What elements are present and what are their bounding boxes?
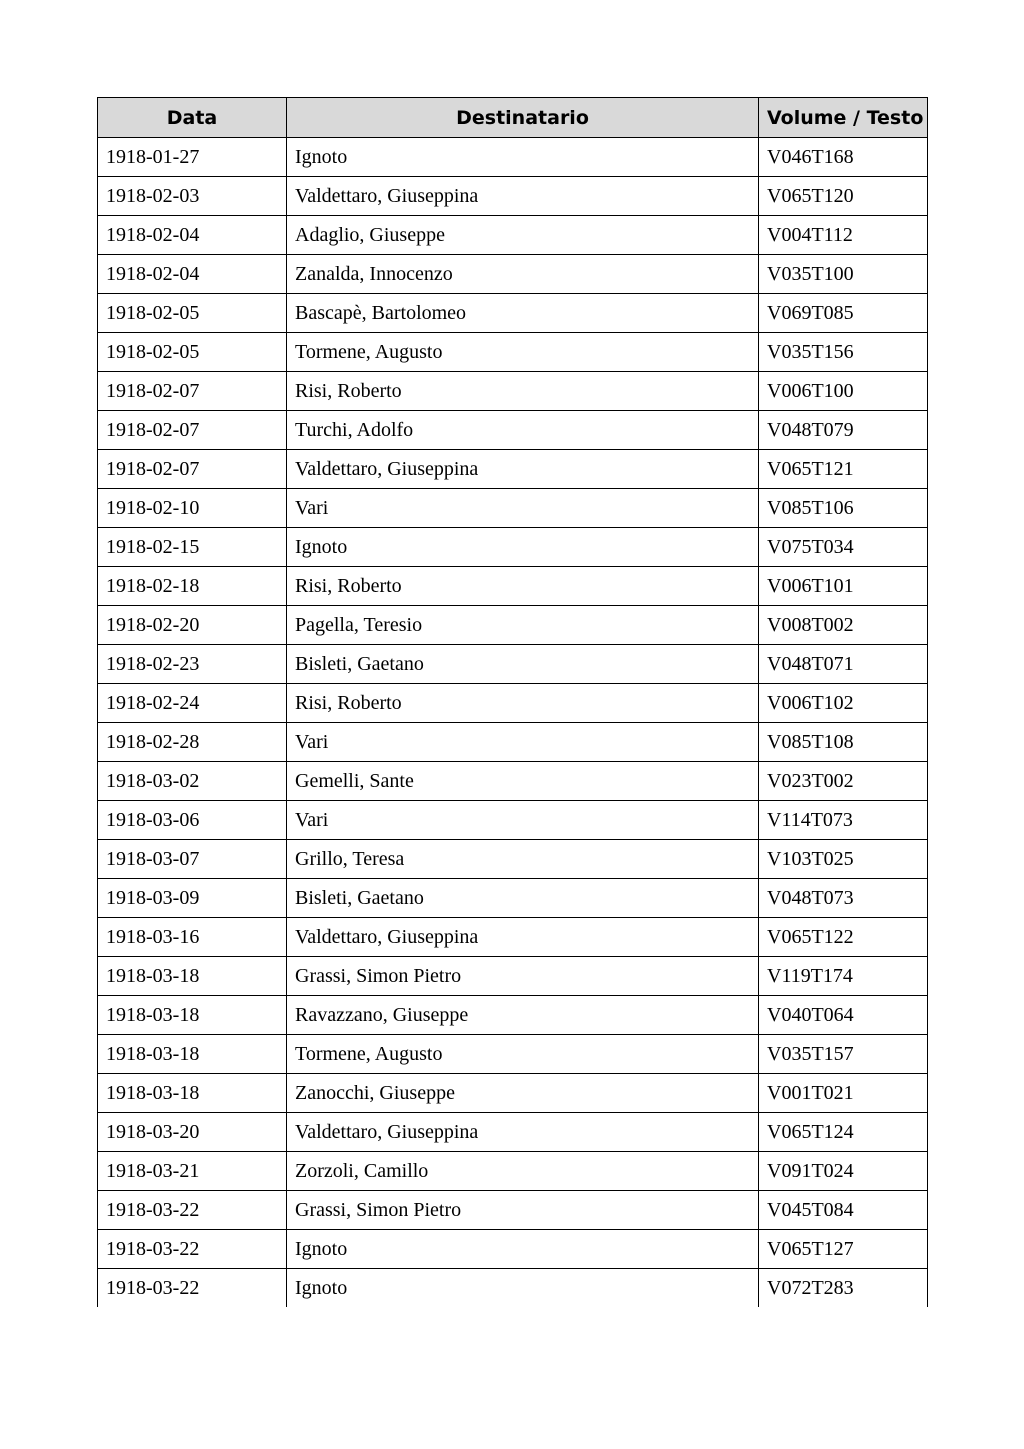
cell-destinatario: Ignoto xyxy=(287,138,759,177)
cell-destinatario: Zorzoli, Camillo xyxy=(287,1152,759,1191)
table-row xyxy=(98,762,928,801)
cell-volume-testo: V075T034 xyxy=(759,528,928,567)
table-header-row xyxy=(98,98,928,138)
cell-data: 1918-03-02 xyxy=(98,762,287,801)
cell-data: 1918-02-04 xyxy=(98,216,287,255)
cell-destinatario: Risi, Roberto xyxy=(287,372,759,411)
table-row xyxy=(98,723,928,762)
cell-data: 1918-03-18 xyxy=(98,996,287,1035)
table-row xyxy=(98,606,928,645)
cell-data: 1918-03-18 xyxy=(98,1074,287,1113)
cell-destinatario: Vari xyxy=(287,489,759,528)
cell-destinatario: Gemelli, Sante xyxy=(287,762,759,801)
cell-data: 1918-02-07 xyxy=(98,372,287,411)
table-row xyxy=(98,645,928,684)
letters-table-container xyxy=(97,97,927,1307)
table-row xyxy=(98,450,928,489)
cell-volume-testo: V069T085 xyxy=(759,294,928,333)
table-row xyxy=(98,138,928,177)
table-row xyxy=(98,528,928,567)
cell-volume-testo: V065T127 xyxy=(759,1230,928,1269)
table-row xyxy=(98,294,928,333)
table-row xyxy=(98,957,928,996)
cell-data: 1918-01-27 xyxy=(98,138,287,177)
cell-data: 1918-02-23 xyxy=(98,645,287,684)
table-row xyxy=(98,567,928,606)
cell-volume-testo: V045T084 xyxy=(759,1191,928,1230)
cell-volume-testo: V065T121 xyxy=(759,450,928,489)
header-data: Data xyxy=(98,98,287,138)
cell-data: 1918-02-05 xyxy=(98,333,287,372)
table-row xyxy=(98,372,928,411)
cell-volume-testo: V035T156 xyxy=(759,333,928,372)
table-row xyxy=(98,684,928,723)
table-row xyxy=(98,411,928,450)
cell-volume-testo: V048T073 xyxy=(759,879,928,918)
table-row xyxy=(98,1152,928,1191)
cell-destinatario: Zanalda, Innocenzo xyxy=(287,255,759,294)
cell-destinatario: Bisleti, Gaetano xyxy=(287,879,759,918)
cell-destinatario: Valdettaro, Giuseppina xyxy=(287,1113,759,1152)
cell-volume-testo: V004T112 xyxy=(759,216,928,255)
table-row xyxy=(98,918,928,957)
cell-volume-testo: V119T174 xyxy=(759,957,928,996)
cell-volume-testo: V091T024 xyxy=(759,1152,928,1191)
table-row xyxy=(98,1191,928,1230)
cell-volume-testo: V035T100 xyxy=(759,255,928,294)
table-body xyxy=(98,138,928,1308)
cell-volume-testo: V048T071 xyxy=(759,645,928,684)
cell-destinatario: Bascapè, Bartolomeo xyxy=(287,294,759,333)
cell-destinatario: Grassi, Simon Pietro xyxy=(287,1191,759,1230)
header-volume-testo: Volume / Testo xyxy=(759,98,928,138)
cell-volume-testo: V072T283 xyxy=(759,1269,928,1308)
cell-data: 1918-02-28 xyxy=(98,723,287,762)
cell-volume-testo: V065T122 xyxy=(759,918,928,957)
table-row xyxy=(98,1113,928,1152)
cell-data: 1918-02-04 xyxy=(98,255,287,294)
cell-data: 1918-02-07 xyxy=(98,450,287,489)
cell-destinatario: Ignoto xyxy=(287,1269,759,1308)
cell-data: 1918-03-18 xyxy=(98,957,287,996)
cell-destinatario: Turchi, Adolfo xyxy=(287,411,759,450)
cell-destinatario: Ravazzano, Giuseppe xyxy=(287,996,759,1035)
cell-destinatario: Tormene, Augusto xyxy=(287,333,759,372)
cell-destinatario: Adaglio, Giuseppe xyxy=(287,216,759,255)
cell-data: 1918-02-03 xyxy=(98,177,287,216)
cell-destinatario: Ignoto xyxy=(287,1230,759,1269)
cell-data: 1918-03-21 xyxy=(98,1152,287,1191)
table-row xyxy=(98,489,928,528)
cell-data: 1918-03-09 xyxy=(98,879,287,918)
cell-data: 1918-03-22 xyxy=(98,1230,287,1269)
cell-volume-testo: V046T168 xyxy=(759,138,928,177)
cell-destinatario: Ignoto xyxy=(287,528,759,567)
cell-destinatario: Grillo, Teresa xyxy=(287,840,759,879)
cell-volume-testo: V085T108 xyxy=(759,723,928,762)
table-row xyxy=(98,879,928,918)
cell-data: 1918-02-20 xyxy=(98,606,287,645)
cell-destinatario: Tormene, Augusto xyxy=(287,1035,759,1074)
cell-destinatario: Risi, Roberto xyxy=(287,684,759,723)
cell-data: 1918-03-16 xyxy=(98,918,287,957)
table-row xyxy=(98,1074,928,1113)
table-row xyxy=(98,1035,928,1074)
cell-destinatario: Grassi, Simon Pietro xyxy=(287,957,759,996)
cell-volume-testo: V006T102 xyxy=(759,684,928,723)
cell-destinatario: Valdettaro, Giuseppina xyxy=(287,450,759,489)
table-row xyxy=(98,1230,928,1269)
cell-data: 1918-03-20 xyxy=(98,1113,287,1152)
cell-volume-testo: V065T120 xyxy=(759,177,928,216)
cell-destinatario: Bisleti, Gaetano xyxy=(287,645,759,684)
cell-volume-testo: V023T002 xyxy=(759,762,928,801)
cell-data: 1918-02-18 xyxy=(98,567,287,606)
table-row xyxy=(98,255,928,294)
table-row xyxy=(98,801,928,840)
cell-data: 1918-02-10 xyxy=(98,489,287,528)
table-row xyxy=(98,996,928,1035)
cell-volume-testo: V040T064 xyxy=(759,996,928,1035)
cell-destinatario: Pagella, Teresio xyxy=(287,606,759,645)
cell-destinatario: Vari xyxy=(287,723,759,762)
cell-destinatario: Vari xyxy=(287,801,759,840)
table-row xyxy=(98,216,928,255)
table-row xyxy=(98,333,928,372)
cell-destinatario: Valdettaro, Giuseppina xyxy=(287,177,759,216)
cell-volume-testo: V103T025 xyxy=(759,840,928,879)
cell-volume-testo: V065T124 xyxy=(759,1113,928,1152)
table-row xyxy=(98,177,928,216)
letters-table xyxy=(97,97,928,1307)
cell-data: 1918-02-07 xyxy=(98,411,287,450)
cell-data: 1918-02-24 xyxy=(98,684,287,723)
cell-data: 1918-02-15 xyxy=(98,528,287,567)
cell-volume-testo: V048T079 xyxy=(759,411,928,450)
cell-volume-testo: V008T002 xyxy=(759,606,928,645)
cell-volume-testo: V001T021 xyxy=(759,1074,928,1113)
cell-data: 1918-03-06 xyxy=(98,801,287,840)
header-destinatario: Destinatario xyxy=(287,98,759,138)
cell-volume-testo: V035T157 xyxy=(759,1035,928,1074)
cell-data: 1918-02-05 xyxy=(98,294,287,333)
cell-data: 1918-03-07 xyxy=(98,840,287,879)
cell-volume-testo: V006T101 xyxy=(759,567,928,606)
cell-volume-testo: V006T100 xyxy=(759,372,928,411)
cell-volume-testo: V085T106 xyxy=(759,489,928,528)
cell-data: 1918-03-22 xyxy=(98,1269,287,1308)
cell-data: 1918-03-18 xyxy=(98,1035,287,1074)
cell-destinatario: Valdettaro, Giuseppina xyxy=(287,918,759,957)
cell-data: 1918-03-22 xyxy=(98,1191,287,1230)
table-row xyxy=(98,1269,928,1308)
table-row xyxy=(98,840,928,879)
cell-destinatario: Zanocchi, Giuseppe xyxy=(287,1074,759,1113)
cell-destinatario: Risi, Roberto xyxy=(287,567,759,606)
cell-volume-testo: V114T073 xyxy=(759,801,928,840)
